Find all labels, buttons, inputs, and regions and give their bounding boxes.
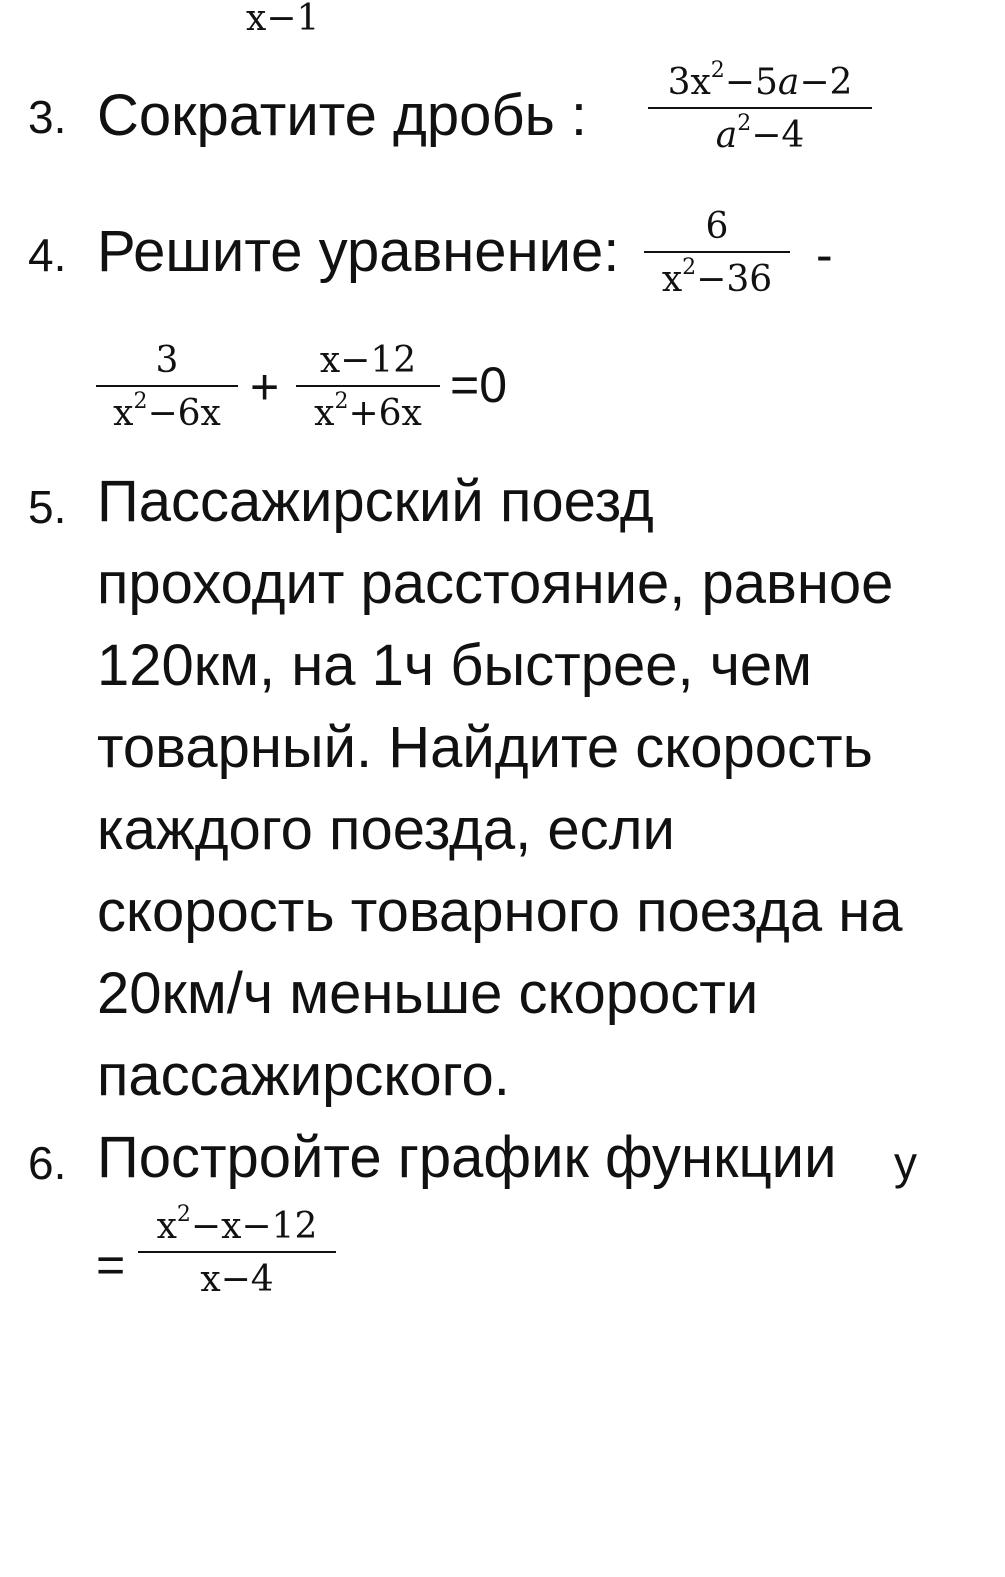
task4-fraction-2-denominator: $x^2-6x$ xyxy=(113,389,221,435)
task3-fraction xyxy=(648,58,872,157)
task3-number: 3. xyxy=(28,91,67,143)
task4-fraction-2 xyxy=(96,340,238,435)
plus-sign: + xyxy=(250,359,280,415)
fraction-bar xyxy=(138,1251,336,1253)
task4-text: Решите уравнение: xyxy=(97,219,620,284)
task4-fraction-3 xyxy=(296,340,440,435)
task5-line: товарный. Найдите скорость xyxy=(97,715,873,780)
function-variable-y: y xyxy=(894,1137,917,1189)
task5-line: 120км, на 1ч быстрее, чем xyxy=(97,633,813,698)
task4-fraction-3-denominator: $x^2+6x$ xyxy=(314,389,422,435)
task6-equals: = xyxy=(96,1237,126,1293)
task5-line: каждого поезда, если xyxy=(97,797,675,862)
task6-fraction-numerator: $x^2-x-12$ xyxy=(156,1202,318,1247)
task4-fraction-2-numerator: 3 xyxy=(155,340,179,381)
task3-text: Сократите дробь : xyxy=(97,83,588,148)
task5-line: Пассажирский поезд xyxy=(97,469,654,534)
task4-fraction-1-denominator: $x^2-36$ xyxy=(661,255,773,301)
equals-zero: =0 xyxy=(450,357,508,413)
minus-sign: - xyxy=(816,227,833,283)
task4-number: 4. xyxy=(28,229,67,281)
task6-fraction-denominator: x−4 xyxy=(200,1259,274,1301)
previous-fraction-fragment: x−1 xyxy=(246,0,320,39)
task3-fraction-numerator: $3x^2-5a-2$ xyxy=(667,58,853,103)
fraction-bar xyxy=(96,385,238,387)
task5-line: 20км/ч меньше скорости xyxy=(97,961,759,1026)
task4-fraction-3-numerator: x−12 xyxy=(319,340,417,381)
task6-text: Постройте график функции xyxy=(97,1125,837,1190)
task4-fraction-1 xyxy=(644,206,790,301)
fraction-bar xyxy=(296,385,440,387)
task4-fraction-1-numerator: 6 xyxy=(705,206,729,247)
task5-line: скорость товарного поезда на xyxy=(97,879,903,944)
task5-line: проходит расстояние, равное xyxy=(97,551,894,616)
task5-number: 5. xyxy=(28,481,67,533)
task5-line: пассажирского. xyxy=(97,1043,510,1108)
task6-fraction xyxy=(138,1202,336,1301)
task3-fraction-denominator: $a^2-4$ xyxy=(715,111,805,157)
fraction-bar xyxy=(644,251,790,253)
fraction-bar xyxy=(648,107,872,109)
task6-number: 6. xyxy=(28,1137,67,1189)
